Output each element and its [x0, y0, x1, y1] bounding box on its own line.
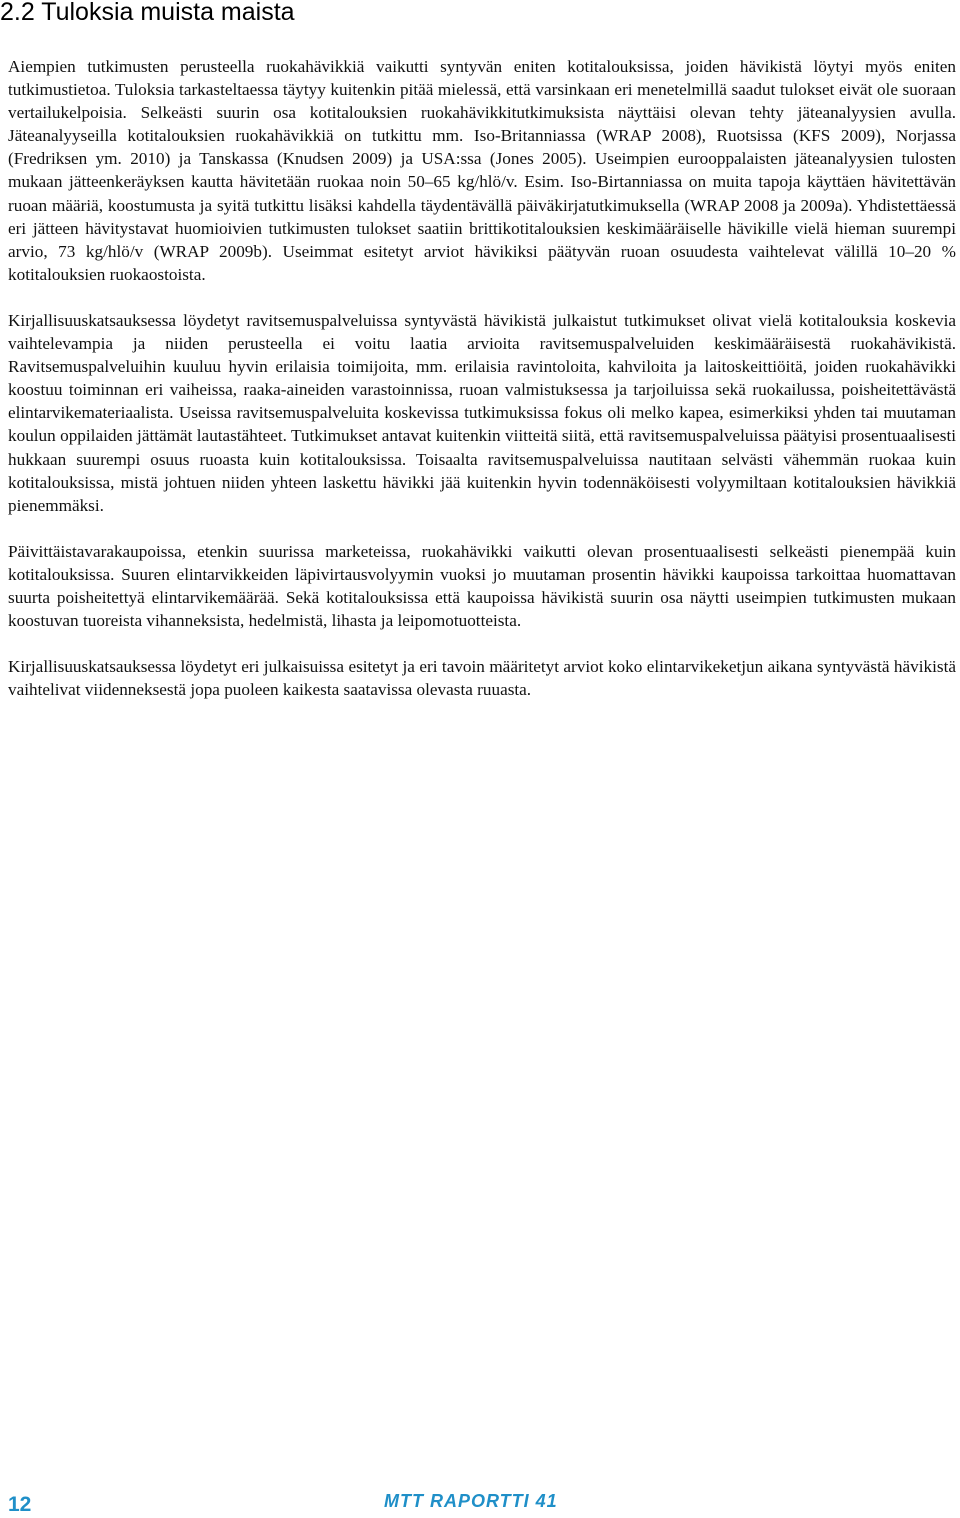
paragraph-food-chain-summary: Kirjallisuuskatsauksessa löydetyt eri julkaisuissa esitetyt ja eri tavoin määritetyt arviot koko elintarvikeketjun aikana syntyvästä hävikistä vaihtelivat viidenneksestä jopa puoleen kaikesta saatavissa olevasta ruuasta.	[8, 657, 956, 700]
paragraph-household-waste: Aiempien tutkimusten perusteella ruokahävikkiä vaikutti syntyvän eniten kotitalouksissa, joiden hävikistä löytyi myös eniten tutkimustietoa. Tuloksia tarkasteltaessa täytyy kuitenkin pitää mielessä, että varsinkaan eri menetelmillä saadut tulokset eivät ole suoraan vertailukelpoisia. Selkeästi suurin osa kotitalouksien ruokahävikkitutkimuksista näyttäisi olevan tehty jäteanalyysien avulla. Jäteanalyyseilla kotitalouksien ruokahävikkiä on tutkittu mm. Iso-Britanniassa (WRAP 2008), Ruotsissa (KFS 2009), Norjassa (Fredriksen ym. 2010) ja Tanskassa (Knudsen 2009) ja USA:ssa (Jones 2005). Useimpien eurooppalaisten jäteanalyysien tulosten mukaan jätteenkeräyksen kautta hävitetään ruokaa noin 50–65 kg/hlö/v. Esim. Iso-Birtanniassa on muita tapoja käyttäen hävitettävän ruoan määriä, koostumusta ja syitä tutkittu lisäksi kahdella täydentävällä päiväkirjatutkimuksella (WRAP 2008 ja 2009a). Yhdistettäessä eri jätteen hävitystavat huomioivien tutkimusten tulokset saatiin brittikotitalouksien keskimääräiselle hävikille vielä hieman suurempi arvio, 73 kg/hlö/v (WRAP 2009b). Useimmat esitetyt arviot hävikiksi päätyvän ruoan osuudesta vaihtelevat välillä 10–20 % kotitalouksien ruokaostoista.	[8, 57, 956, 284]
section-heading: 2.2 Tuloksia muista maista	[0, 0, 295, 26]
body-text	[8, 55, 956, 724]
report-name: MTT RAPORTTI 41	[384, 1491, 558, 1511]
page-number: 12	[8, 1493, 32, 1516]
paragraph-retail: Päivittäistavarakaupoissa, etenkin suurissa marketeissa, ruokahävikki vaikutti olevan prosentuaalisesti selkeästi pienempää kuin kotitalouksissa. Suuren elintarvikkeiden läpivirtausvolyymin vuoksi jo muutaman prosentin hävikki kaupoissa tarkoittaa huomattavan suurta poisheitettyä elintarvikemäärää. Sekä kotitalouksissa että kaupoissa hävikistä suurin osa näytti useimpien tutkimusten mukaan koostuvan tuoreista vihanneksista, hedelmistä, lihasta ja leipomotuotteista.	[8, 541, 956, 631]
paragraph-food-services: Kirjallisuuskatsauksessa löydetyt ravitsemuspalveluissa syntyvästä hävikistä julkaistut tutkimukset olivat vielä kotitalouksia koskevia vaihtelevampia ja niiden perusteella ei voitu laatia arvioita ravitsemuspalveluiden keskimääräisestä ruokahävikistä. Ravitsemuspalveluihin kuuluu hyvin erilaisia toimijoita, mm. erilaisia ravintoloita, kahviloita ja laitoskeittiöitä, joiden ruokahävikki koostuu toiminnan eri vaiheissa, raaka-aineiden varastoinnissa, ruoan valmistuksessa ja tarjoiluissa sekä ruokailussa, poisheitettävästä elintarvikemateriaalista. Useissa ravitsemuspalveluita koskevissa tutkimuksissa fokus oli melko kapea, esimerkiksi yhden tai muutaman koulun oppilaiden jättämät lautastähteet. Tutkimukset antavat kuitenkin viitteitä siitä, että ravitsemuspalveluissa päätyisi prosentuaalisesti hukkaan suurempi osuus ruoasta kuin kotitalouksissa. Toisaalta ravitsemuspalveluissa nautitaan selvästi vähemmän ruokaa kuin kotitalouksissa, mistä johtuen niiden yhteen laskettu hävikki jää kuitenkin hyvin todennäköisesti volyymiltaan kotitalouksien hävikkiä pienemmäksi.	[8, 310, 956, 515]
